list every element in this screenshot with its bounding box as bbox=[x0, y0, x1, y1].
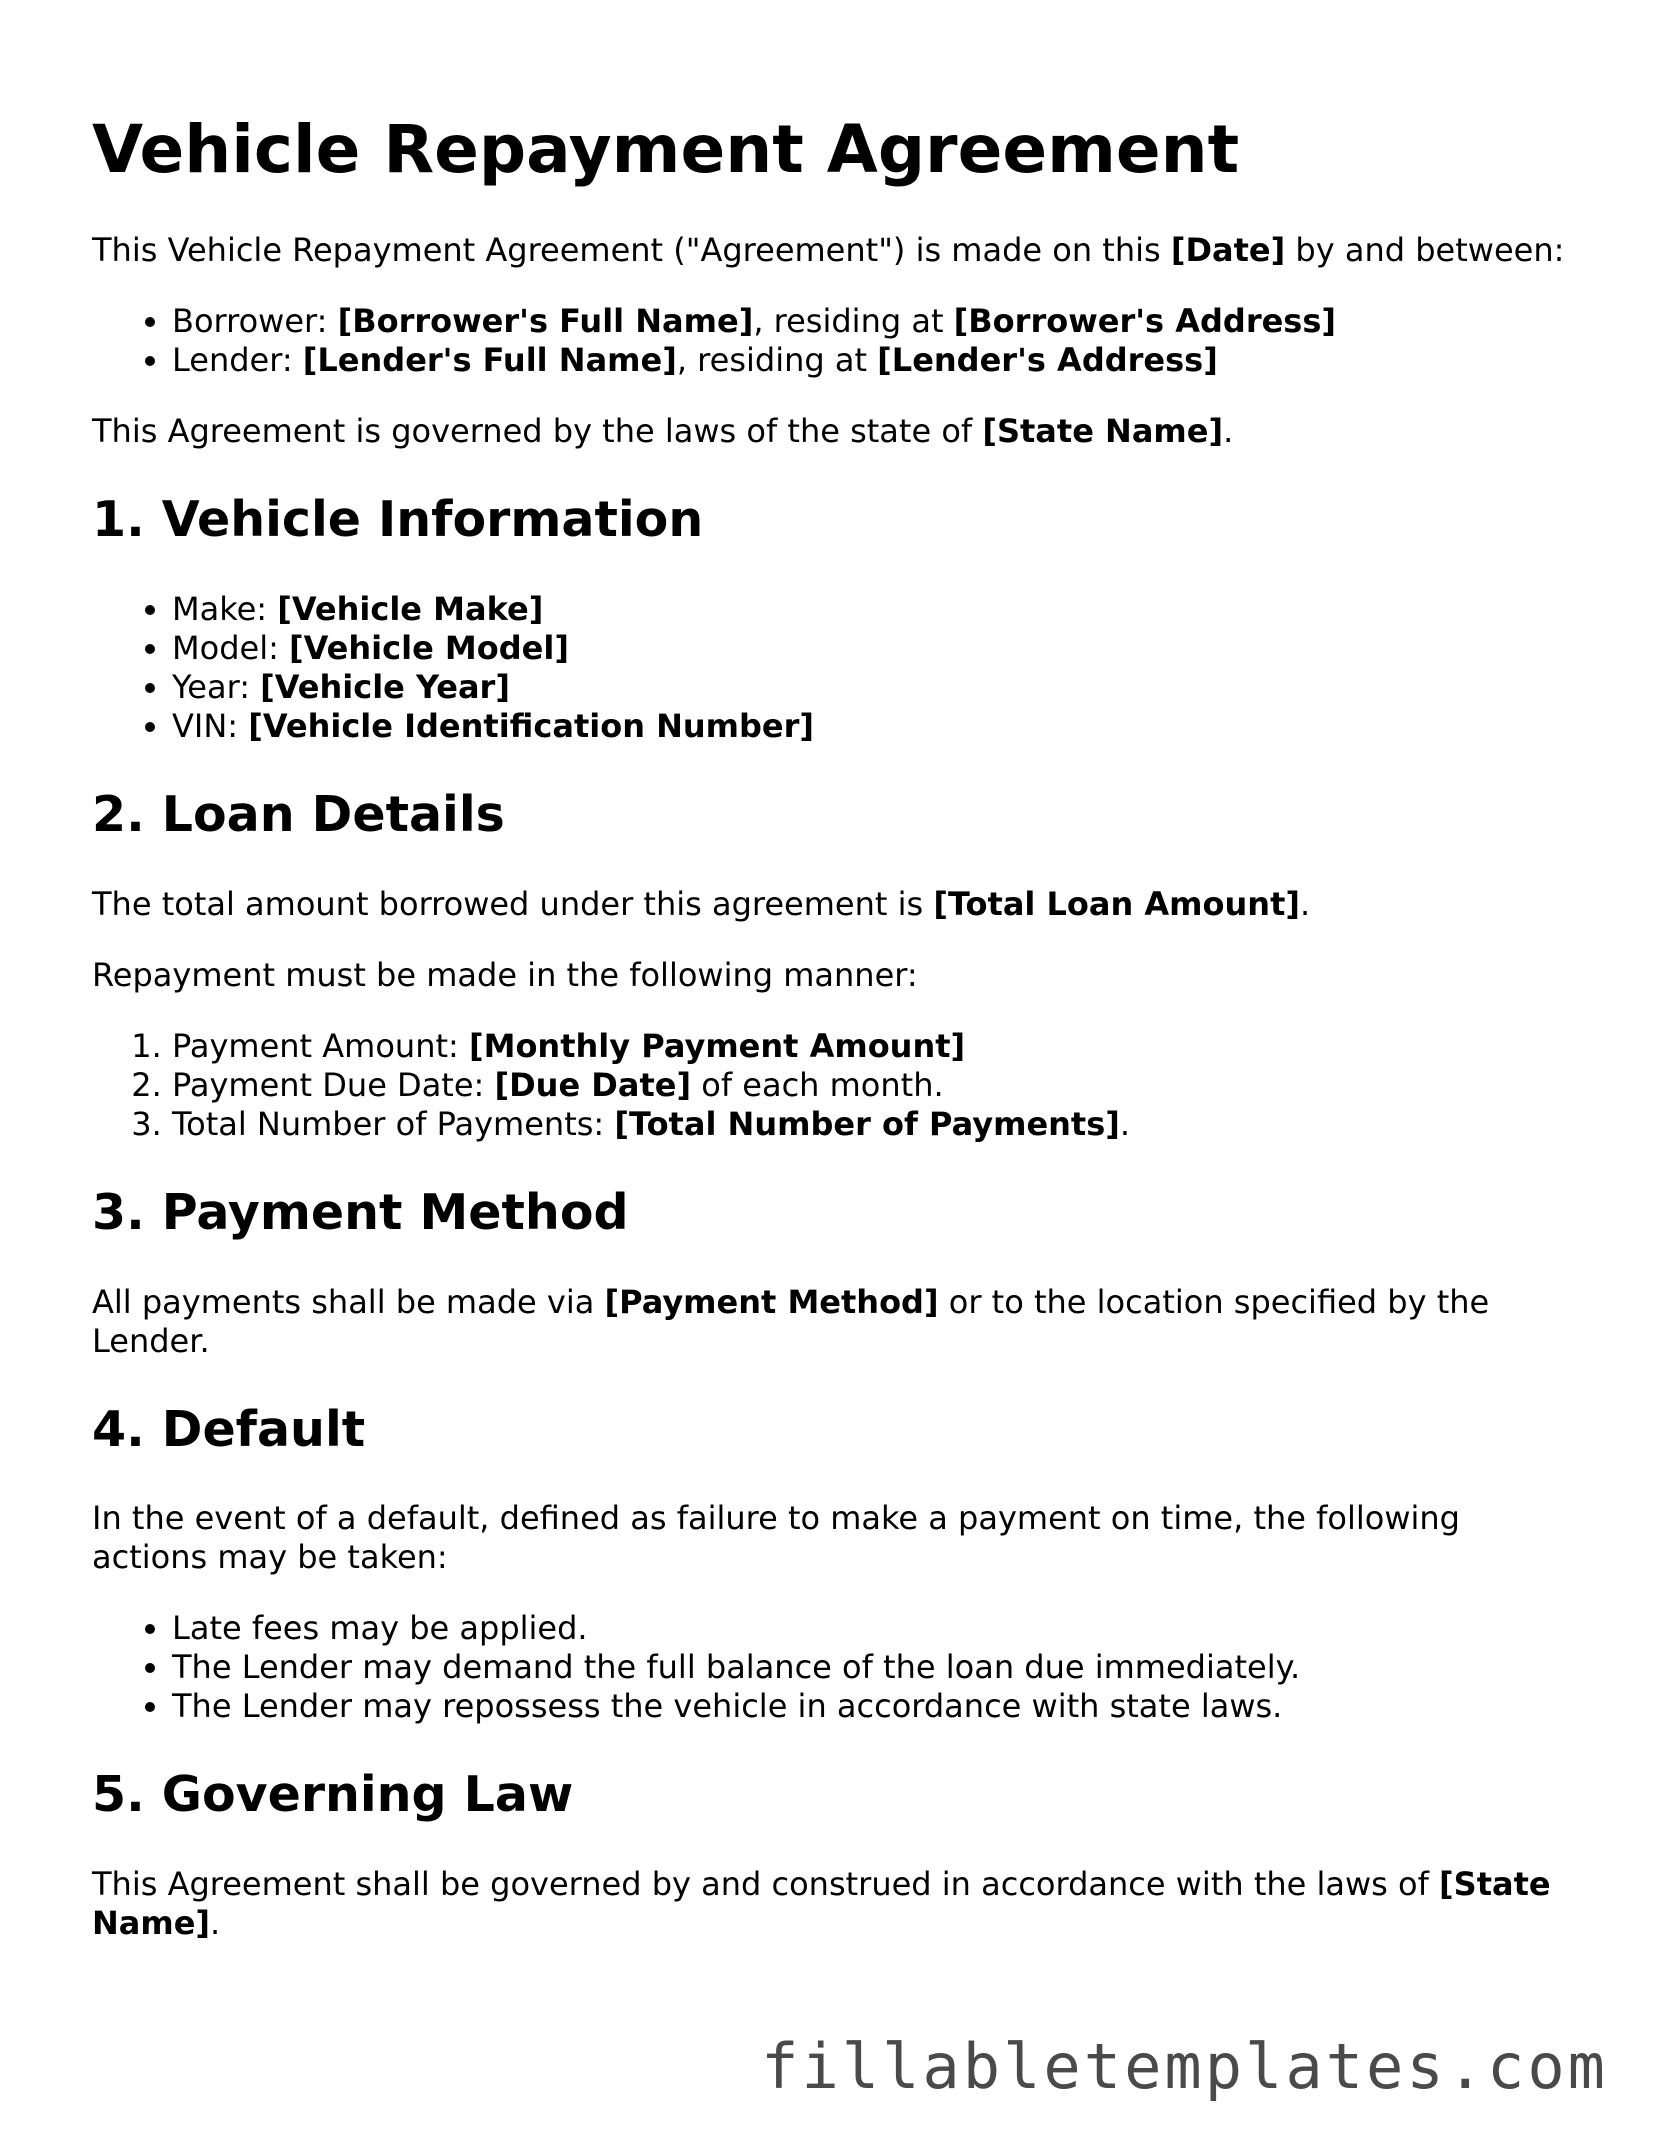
vin-field: [Vehicle Identification Number] bbox=[248, 706, 815, 745]
default-actions-list bbox=[92, 1609, 1572, 1726]
state-name-field: [State Name] bbox=[982, 412, 1224, 451]
document-page bbox=[92, 110, 1572, 1975]
list-item: 3. Total Number of Payments: [Total Number of Payments]. bbox=[172, 1105, 1572, 1144]
list-item: • VIN: [Vehicle Identification Number] bbox=[172, 707, 1572, 746]
list-item: • The Lender may repossess the vehicle in accordance with state laws. bbox=[172, 1687, 1572, 1726]
payment-method-paragraph: All payments shall be made via [Payment Method] or to the location specified by the Lender. bbox=[92, 1282, 1490, 1360]
total-amount-paragraph: The total amount borrowed under this agreement is [Total Loan Amount]. bbox=[92, 884, 1311, 923]
section-heading-governing-law: 5. Governing Law bbox=[92, 1766, 574, 1824]
parties-list bbox=[92, 302, 1572, 380]
date-field: [Date] bbox=[1170, 231, 1286, 270]
total-loan-amount-field: [Total Loan Amount] bbox=[933, 884, 1300, 923]
section-heading-default: 4. Default bbox=[92, 1400, 366, 1458]
borrower-name-field: [Borrower's Full Name] bbox=[337, 302, 754, 341]
governed-paragraph: This Agreement is governed by the laws of the state of [State Name]. bbox=[92, 412, 1234, 451]
repayment-list bbox=[92, 1027, 1572, 1144]
intro-paragraph: This Vehicle Repayment Agreement ("Agreement") is made on this [Date] by and between: bbox=[92, 231, 1565, 270]
payment-method-field: [Payment Method] bbox=[604, 1282, 939, 1321]
section-heading-payment-method: 3. Payment Method bbox=[92, 1183, 629, 1241]
vehicle-year-field: [Vehicle Year] bbox=[260, 667, 510, 706]
list-item: 2. Payment Due Date: [Due Date] of each month. bbox=[172, 1066, 1572, 1105]
borrower-address-field: [Borrower's Address] bbox=[953, 302, 1337, 341]
due-date-field: [Due Date] bbox=[494, 1065, 692, 1104]
governing-law-paragraph: This Agreement shall be governed by and construed in accordance with the laws of [State Name]. bbox=[92, 1865, 1551, 1943]
total-payments-field: [Total Number of Payments] bbox=[614, 1104, 1120, 1143]
list-item-borrower: • Borrower: [Borrower's Full Name], residing at [Borrower's Address] bbox=[172, 302, 1572, 341]
vehicle-model-field: [Vehicle Model] bbox=[289, 628, 569, 667]
watermark: fillabletemplates.com bbox=[761, 2030, 1608, 2103]
vehicle-info-list bbox=[92, 590, 1572, 746]
section-heading-vehicle-information: 1. Vehicle Information bbox=[92, 491, 704, 549]
list-item: • Model: [Vehicle Model] bbox=[172, 629, 1572, 668]
list-item: • Late fees may be applied. bbox=[172, 1609, 1572, 1648]
document-title: Vehicle Repayment Agreement bbox=[92, 111, 1240, 188]
list-item: 1. Payment Amount: [Monthly Payment Amount] bbox=[172, 1027, 1572, 1066]
list-item: • Make: [Vehicle Make] bbox=[172, 590, 1572, 629]
section-heading-loan-details: 2. Loan Details bbox=[92, 785, 505, 843]
state-name-field: [State Name] bbox=[92, 1865, 1551, 1943]
repayment-paragraph: Repayment must be made in the following manner: bbox=[92, 955, 918, 994]
default-paragraph: In the event of a default, defined as failure to make a payment on time, the following actions may be taken: bbox=[92, 1499, 1460, 1577]
list-item: • Year: [Vehicle Year] bbox=[172, 668, 1572, 707]
vehicle-make-field: [Vehicle Make] bbox=[277, 589, 544, 628]
monthly-payment-field: [Monthly Payment Amount] bbox=[468, 1026, 966, 1065]
list-item-lender: • Lender: [Lender's Full Name], residing at [Lender's Address] bbox=[172, 341, 1572, 380]
list-item: • The Lender may demand the full balance of the loan due immediately. bbox=[172, 1648, 1572, 1687]
lender-name-field: [Lender's Full Name] bbox=[302, 341, 677, 380]
lender-address-field: [Lender's Address] bbox=[877, 341, 1218, 380]
